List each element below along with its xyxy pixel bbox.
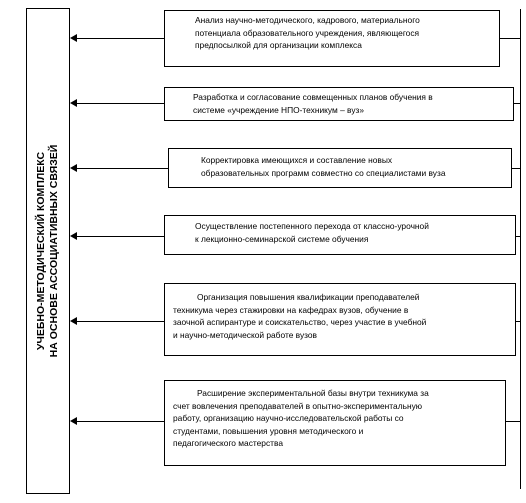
step-3-line-2: образовательных программ совместно со специалистами вуза	[201, 167, 446, 178]
step-box-1	[164, 10, 500, 67]
step-5-line-1: Организация повышения квалификации преподавателей	[197, 292, 420, 302]
step-4-line-1: Осуществление постепенного перехода от классно-урочной	[195, 221, 429, 231]
step-2-line-2: системе «учреждение НПО-техникум – вуз»	[193, 104, 365, 115]
step-2-line-1: Разработка и согласование совмещенных планов обучения в	[193, 92, 433, 102]
educational-complex-title-line-1: УЧЕБНО-МЕТОДИЧЕСКИЙ КОМПЛЕКС	[35, 151, 47, 351]
connector-line-4	[76, 236, 164, 237]
connector-line-2	[76, 103, 164, 104]
step-5-line-2: техникума через стажировки на кафедрах вузов, обучение в	[173, 304, 409, 315]
step-3-line-1: Корректировка имеющихся и составление новых	[201, 155, 393, 165]
step-1-line-2: потенциала образовательного учреждения, являющегося	[195, 27, 420, 38]
educational-complex-box	[26, 8, 70, 494]
connector-line-3	[76, 168, 168, 169]
right-connector-2	[514, 103, 520, 104]
right-connector-4	[516, 236, 520, 237]
arrow-left-icon-2	[70, 99, 77, 107]
connector-line-1	[76, 38, 164, 39]
arrow-left-icon-5	[70, 317, 77, 325]
step-5-line-4: и научно-методической работе вузов	[173, 329, 317, 340]
arrow-left-icon-4	[70, 232, 77, 240]
arrow-left-icon-6	[70, 417, 77, 425]
step-6-line-4: студентами, повышения уровня методического и	[173, 425, 364, 436]
right-connector-6	[506, 421, 520, 422]
connector-line-6	[76, 421, 164, 422]
step-1-line-1: Анализ научно-методического, кадрового, материального	[195, 15, 420, 25]
right-connector-line	[520, 9, 521, 489]
step-4-line-2: к лекционно-семинарской системе обучения	[195, 233, 369, 244]
step-box-3	[168, 148, 512, 188]
step-6-line-3: работу, организацию научно-исследовательской работы со	[173, 413, 404, 423]
step-5-line-3: заочной аспирантуре и соискательство, через участие в учебной	[173, 317, 427, 327]
step-box-2	[164, 87, 514, 121]
arrow-left-icon-3	[70, 164, 77, 172]
step-6-line-1: Расширение экспериментальной базы внутри техникума за	[197, 388, 429, 398]
step-box-5	[164, 283, 516, 356]
educational-complex-title-line-2: НА ОСНОВЕ АССОЦИАТИВНЫХ СВЯЗЕЙ	[48, 144, 60, 358]
right-connector-1	[500, 38, 520, 39]
step-6-line-5: педагогического мастерства	[173, 438, 283, 448]
right-connector-3	[512, 168, 520, 169]
arrow-left-icon-1	[70, 34, 77, 42]
right-connector-5	[516, 321, 520, 322]
educational-complex-title	[35, 21, 61, 481]
step-1-line-3: предпосылкой для организации комплекса	[195, 40, 362, 50]
step-box-6	[164, 380, 506, 466]
connector-line-5	[76, 321, 164, 322]
step-6-line-2: счет вовлечения преподавателей в опытно-экспериментальную	[173, 400, 423, 411]
step-box-4	[164, 215, 516, 255]
